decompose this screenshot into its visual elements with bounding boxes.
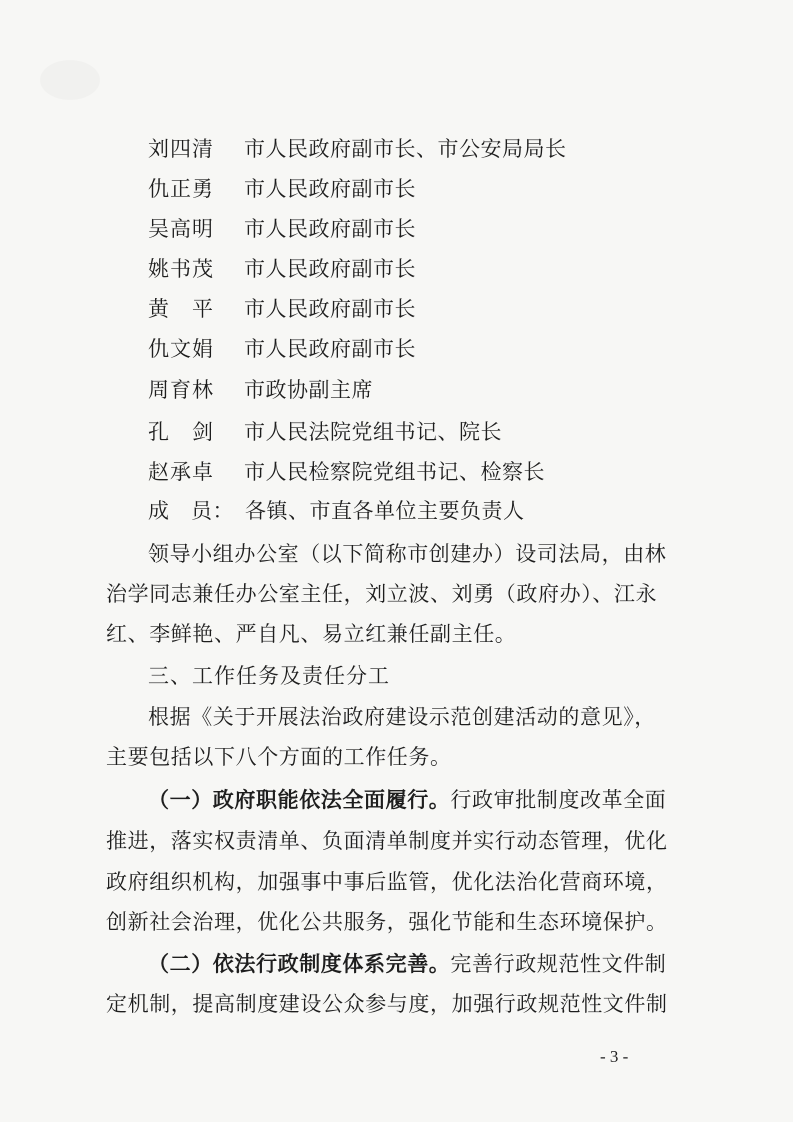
member-name: 刘四清	[148, 137, 214, 161]
member-name: 赵承卓	[148, 460, 214, 484]
office-para-line: 红、李鲜艳、严自凡、易立红兼任副主任。	[106, 622, 517, 646]
member-title: 市人民政府副市长、市公安局局长	[244, 137, 567, 161]
task1-heading: （一）政府职能依法全面履行。	[148, 787, 451, 812]
member-title: 市人民政府副市长	[244, 297, 416, 321]
office-para-line: 治学同志兼任办公室主任，刘立波、刘勇（政府办）、江永	[106, 582, 658, 606]
member-title: 市人民政府副市长	[244, 177, 416, 201]
section-heading: 三、工作任务及责任分工	[148, 664, 390, 688]
paper-stain	[40, 60, 100, 100]
member-title: 市人民检察院党组书记、检察长	[244, 460, 545, 484]
member-title: 市人民政府副市长	[244, 337, 416, 361]
member-name: 孔 剑	[148, 420, 214, 444]
member-title: 市人民法院党组书记、院长	[244, 420, 502, 444]
member-name: 姚书茂	[148, 257, 214, 281]
office-para-line: 领导小组办公室（以下简称市创建办）设司法局，由林	[148, 542, 667, 566]
member-name: 吴高明	[148, 217, 214, 241]
member-title: 市人民政府副市长	[244, 217, 416, 241]
member-title: 市人民政府副市长	[244, 257, 416, 281]
task1-line: 推进，落实权责清单、负面清单制度并实行动态管理，优化	[106, 829, 668, 853]
task2-line: 完善行政规范性文件制	[450, 952, 667, 976]
page-number: - 3 -	[600, 1047, 629, 1066]
task2-heading: （二）依法行政制度体系完善。	[148, 951, 451, 976]
task2-line: 定机制，提高制度建设公众参与度，加强行政规范性文件制	[106, 992, 668, 1016]
task1-line: 行政审批制度改革全面	[450, 788, 667, 812]
members-line: 成 员： 各镇、市直各单位主要负责人	[148, 499, 525, 523]
intro-para-line: 根据《关于开展法治政府建设示范创建活动的意见》，	[148, 705, 656, 729]
task1-line: 政府组织机构，加强事中事后监管，优化法治化营商环境，	[106, 870, 668, 894]
member-name: 周育林	[148, 378, 214, 402]
member-title: 市政协副主席	[244, 378, 373, 402]
intro-para-line: 主要包括以下八个方面的工作任务。	[106, 745, 452, 769]
task1-line: 创新社会治理，优化公共服务，强化节能和生态环境保护。	[106, 910, 668, 934]
member-name: 黄 平	[148, 297, 214, 321]
member-name: 仇文娟	[148, 337, 214, 361]
member-name: 仇正勇	[148, 177, 214, 201]
